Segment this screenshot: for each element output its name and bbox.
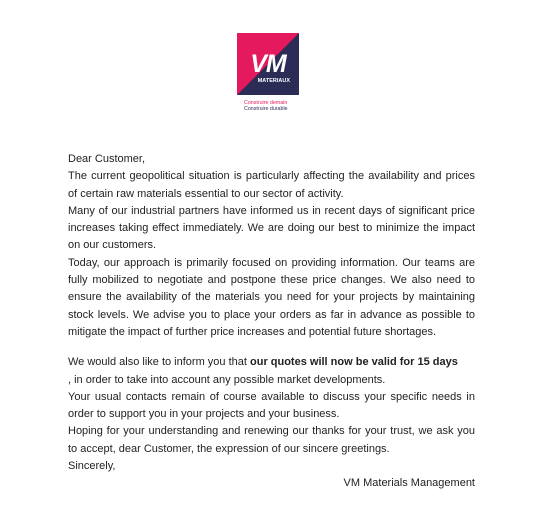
logo-subtitle: MATERIAUX bbox=[257, 78, 290, 84]
letter-paragraph: Hoping for your understanding and renewing our thanks for your trust, we ask you to accept, dear Customer, the expression of our sincere greetings. bbox=[68, 425, 475, 455]
quotes-validity-highlight: our quotes will now be valid for 15 days bbox=[250, 356, 458, 369]
quotes-intro-text: We would also like to inform you that bbox=[68, 356, 250, 369]
brand-tagline-1: Construire demain bbox=[244, 100, 288, 106]
letter-signature: VM Materials Management bbox=[343, 477, 475, 490]
vm-logo bbox=[236, 31, 306, 117]
logo-letters: VM bbox=[250, 50, 286, 78]
quotes-validity-paragraph bbox=[68, 354, 475, 389]
quotes-rest-text: , in order to take into account any possible market developments. bbox=[68, 373, 386, 386]
letter-paragraph: The current geopolitical situation is particularly affecting the availability and prices of certain raw materials essential to our sector of activity. bbox=[68, 170, 475, 200]
letter-paragraph: Many of our industrial partners have informed us in recent days of significant price increases taking effect immediately. We are doing our best to minimize the impact on our customers. bbox=[68, 204, 475, 252]
letter-body bbox=[68, 151, 475, 493]
vm-logo-mark bbox=[237, 33, 299, 95]
letter-sign-off: Sincerely, bbox=[68, 460, 116, 473]
letter-greeting: Dear Customer, bbox=[68, 153, 146, 165]
brand-tagline-2: Construire durable bbox=[244, 106, 288, 112]
letter-paragraph: Today, our approach is primarily focused on providing information. Our teams are fully mobilized to negotiate and postpone these price changes. We also need to ensure the availability of the materials you need for your projects by maintaining stock levels. We advise you to place your orders as far in advance as possible to mitigate the impact of further price increases and potential future shortages. bbox=[68, 256, 475, 338]
letter-paragraph: Your usual contacts remain of course available to discuss your specific needs in order to support you in your projects and your business. bbox=[68, 390, 475, 421]
paragraph-spacer bbox=[68, 341, 475, 354]
